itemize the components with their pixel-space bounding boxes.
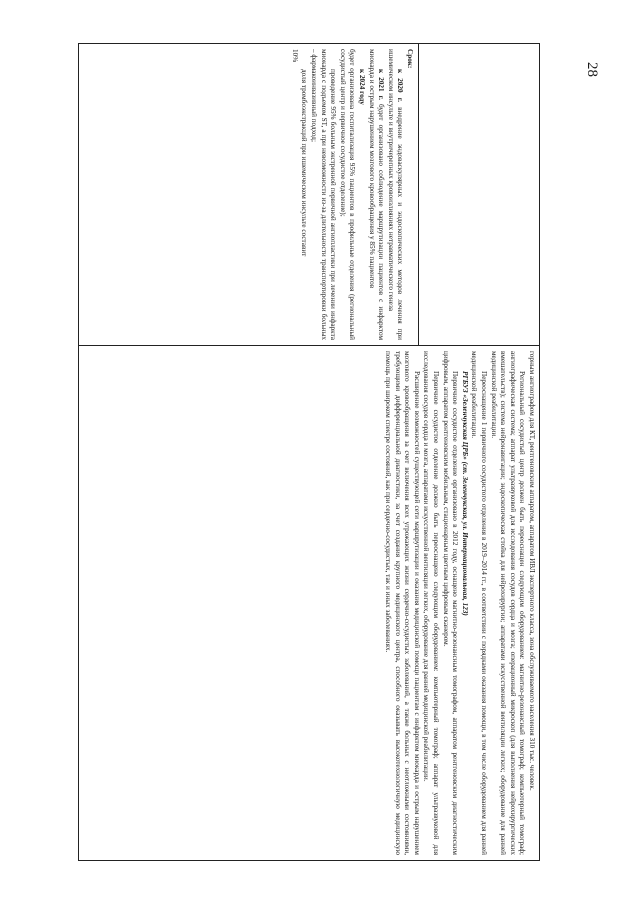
document-table bbox=[78, 43, 540, 861]
deadline-2024-text: будет организована госпитализация 95% пациентов в профильные отделения (региональный сосудистый центр и первичное сосудистое отделение); bbox=[338, 49, 357, 340]
deadline-2024-year: к 2024 году bbox=[358, 69, 367, 105]
measures-paragraph-5: Первичное сосудистое отделение должно быть переоснащено следующим оборудованием: компьютерный томограф; аппарат ультразвуковой для исследования сосудов сердца и мозга, аппаратами искусственной вентиляции легких, оборудование для ранней медицинской реабилитации. bbox=[422, 351, 441, 855]
deadline-2021 bbox=[366, 49, 385, 340]
deadline-2021-year: к 2021 г. bbox=[377, 69, 386, 100]
measures-paragraph-6: Расширение возможностей существующей сети маршрутизации и оказания медицинской помощи пациентам с инфарктом миокарда и острым нарушением мозгового кровообращения за счет включения всех угрожающих жизни сердечно-сосудистых заболеваний, а также больных с неотложными состояниями, требующими дифференциальной диагностики, за счет создания крупного медицинского центра, способного оказывать высокотехнологичную медицинскую помощь при широком спектре состояний, как при сердечно-сосудистых, так и иных заболеваниях. bbox=[384, 351, 421, 855]
thrombectomy-share-text: доля тромбоэкстракций при ишемическом инсульте составит bbox=[300, 69, 309, 257]
deadline-column bbox=[79, 44, 539, 346]
deadline-label: Срок: bbox=[406, 49, 414, 69]
measures-column bbox=[79, 346, 539, 860]
thrombectomy-share-value: 10% bbox=[290, 49, 299, 63]
empty-cell bbox=[418, 44, 539, 345]
deadline-2024 bbox=[356, 49, 366, 340]
deadline-2020 bbox=[385, 49, 404, 340]
deadline-2020-year: к 2020 г. bbox=[396, 69, 405, 102]
measures-paragraph-2: Региональный сосудистый центр должен быть переоснащен следующим оборудованием: магнитно-резонансный томограф; компьютерный томограф; ангиографическая система; аппарат ультразвуковой для исследования сосудов сердца и мозга; операционный микроскоп (для выполнения нейрохирургических вмешательств); система нейронавигации; эндоскопическая стойка для нейрохирургии; аппаратами искусственной вентиляции легких; оборудование для ранней медицинской реабилитации. bbox=[489, 351, 527, 855]
angioplasty-text: проведение 95% больным экстренной первичной ангиопластики при лечении инфаркта миокарда с подъемом ST, а при невозможности из-за длительности транспортировки больных – фармакоинвазивный подход; bbox=[310, 49, 338, 340]
measures-paragraph-4: Первичное сосудистое отделение организовано в 2012 году, оснащено магнитно-резонансным томографом, аппаратом рентгеновским диагностическим цифровым, аппаратом рентгеновским мобильным, стационарным цветным цифровым сканером. bbox=[441, 351, 460, 855]
measures-paragraph-3: Переоснащение 1 первичного сосудистого отделения в 2019–2014 гг., в соответствии с порядками оказания помощи, в том числе оборудованием для ранней медицинской реабилитации. bbox=[470, 351, 489, 855]
deadline-2021-text: будет организовано соблюдение маршрутизации пациентов с инфарктом миокарда и острым нарушением мозгового кровообращения у 85% пациентов bbox=[367, 49, 386, 341]
deadline-cell bbox=[79, 44, 418, 345]
deadline-2020-text: внедрение эндоваскулярных и эндоскопических методов лечения при ишемическом инсульте и внутричерепных кровоизлияниях нетравматического генеза bbox=[386, 49, 405, 341]
hospital-heading: РГБУЗ «Зеленчукская ЦРБ» (ст. Зеленчукская, ул. Интернациональная, 123) bbox=[460, 371, 469, 616]
page-number: 28 bbox=[584, 62, 600, 77]
measures-paragraph-1: горным ангиографом для КТ, рентгеновским аппаратом, аппаратом ИВЛ экспертного класса, зона обслуживаемого населения 310 тыс. человек. bbox=[528, 351, 536, 791]
rotated-page-content bbox=[78, 43, 540, 861]
